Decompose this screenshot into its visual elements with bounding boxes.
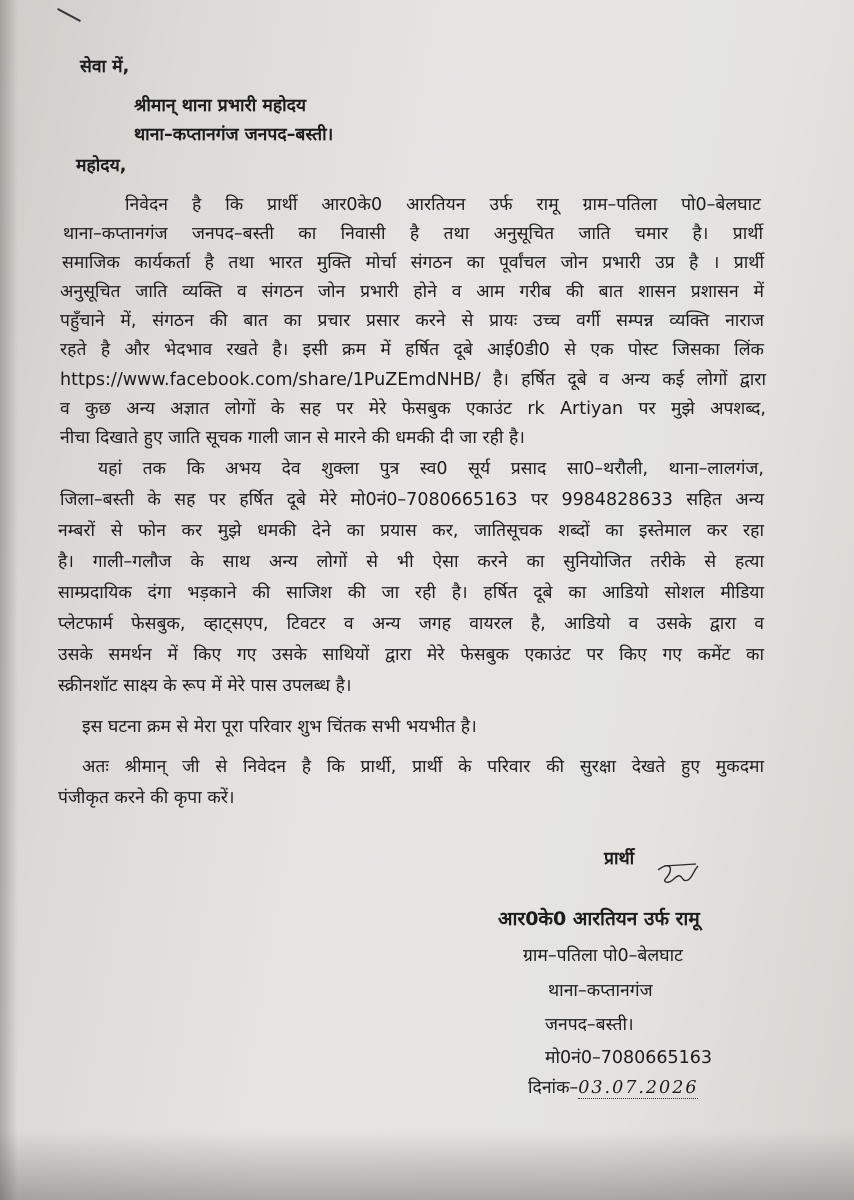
applicant-address-village: ग्राम–पतिला पो0–बेलघाट — [523, 946, 683, 966]
paragraph-2-line: प्लेटफार्म फेसबुक, व्हाट्सएप, टिवटर व अन्य जगह वायरल है, आडियो व उसके द्वारा व — [58, 614, 764, 634]
date-value: 03.07.2026 — [578, 1078, 699, 1098]
paragraph-3: इस घटना क्रम से मेरा पूरा परिवार शुभ चिंतक सभी भयभीत है। — [82, 717, 477, 737]
paragraph-1-line: समाजिक कार्यकर्ता है तथा भारत मुक्ति मोर्चा संगठन का पूर्वांचल जोन प्रभारी उप्र है । प्रार्थी — [62, 253, 764, 273]
recipient-line-2: थाना–कप्तानगंज जनपद–बस्ती। — [134, 125, 334, 145]
salutation-to: सेवा में, — [80, 57, 130, 77]
applicant-address-thana: थाना–कप्तानगंज — [548, 981, 653, 1001]
paragraph-1-line: पहुँचाने में, संगठन की बात का प्रचार प्रसार करने से प्रायः उच्च वर्गी सम्पन्न व्यक्ति नाराज — [60, 311, 764, 331]
paragraph-1-line: थाना–कप्तानगंज जनपद–बस्ती का निवासी है तथा अनुसूचित जाति चमार है। प्रार्थी — [63, 224, 763, 244]
paragraph-2-line: स्क्रीनशॉट साक्ष्य के रूप में मेरे पास उपलब्ध है। — [58, 676, 352, 696]
paragraph-1-line: https://www.facebook.com/share/1PuZEmdNHB/ है। हर्षित दूबे व अन्य कई लोगों द्वारा — [60, 370, 766, 390]
signoff-label: प्रार्थी — [604, 849, 635, 869]
date-line — [528, 1077, 698, 1099]
applicant-name: आर0के0 आरतियन उर्फ रामू — [498, 908, 700, 930]
page-bottom-shadow — [0, 1130, 854, 1200]
paragraph-1-line: अनुसूचित जाति व्यक्ति व संगठन जोन प्रभारी होने व आम गरीब की बात शासन प्रशासन में — [60, 282, 764, 302]
applicant-phone: मो0नं0–7080665163 — [545, 1048, 713, 1068]
paragraph-4-line: पंजीकृत करने की कृपा करें। — [58, 788, 235, 808]
recipient-line-1: श्रीमान् थाना प्रभारी महोदय — [134, 96, 307, 116]
pen-mark — [57, 8, 81, 22]
paragraph-2-line: है। गाली–गलौज के साथ अन्य लोगों से भी ऐसा करने का सुनियोजित तरीके से हत्या — [58, 552, 764, 572]
page-edge-shadow — [0, 0, 18, 1200]
paragraph-4-line: अतः श्रीमान् जी से निवेदन है कि प्रार्थी, प्रार्थी के परिवार की सुरक्षा देखते हुए मुकदमा — [82, 757, 764, 777]
handwritten-signature — [656, 860, 700, 886]
paragraph-2-line: जिला–बस्ती के सह पर हर्षित दूबे मेरे मो0नं0–7080665163 पर 9984828633 सहित अन्य — [60, 490, 764, 510]
paragraph-1-line: निवेदन है कि प्रार्थी आर0के0 आरतियन उर्फ रामू ग्राम–पतिला पो0–बेलघाट — [125, 195, 761, 215]
date-label: दिनांक– — [528, 1078, 579, 1098]
greeting: महोदय, — [76, 156, 127, 176]
paragraph-2-line: साम्प्रदायिक दंगा भड़काने की साजिश की जा रही है। हर्षित दूबे का आडियो सोशल मीडिया — [58, 583, 764, 603]
paragraph-1-line: रहते है और भेदभाव रखते है। इसी क्रम में हर्षित दूबे आई0डी0 से एक पोस्ट जिसका लिंक — [60, 340, 764, 360]
applicant-address-district: जनपद–बस्ती। — [545, 1015, 634, 1035]
paragraph-2-line: यहां तक कि अभय देव शुक्ला पुत्र स्व0 सूर्य प्रसाद सा0–थरौली, थाना–लालगंज, — [98, 459, 764, 479]
paragraph-2-line: उसके समर्थन में किए गए उसके साथियों द्वारा मेरे फेसबुक एकाउंट पर किए गए कमेंट का — [58, 645, 764, 665]
paragraph-1-line: व कुछ अन्य अज्ञात लोगों के सह पर मेरे फेसबुक एकाउंट rk Artiyan पर मुझे अपशब्द, — [60, 399, 766, 419]
paragraph-2-line: नम्बरों से फोन कर मुझे धमकी देने का प्रयास कर, जातिसूचक शब्दों का इस्तेमाल कर रहा — [58, 521, 764, 541]
paragraph-1-line: नीचा दिखाते हुए जाति सूचक गाली जान से मारने की धमकी दी जा रही है। — [60, 428, 525, 448]
